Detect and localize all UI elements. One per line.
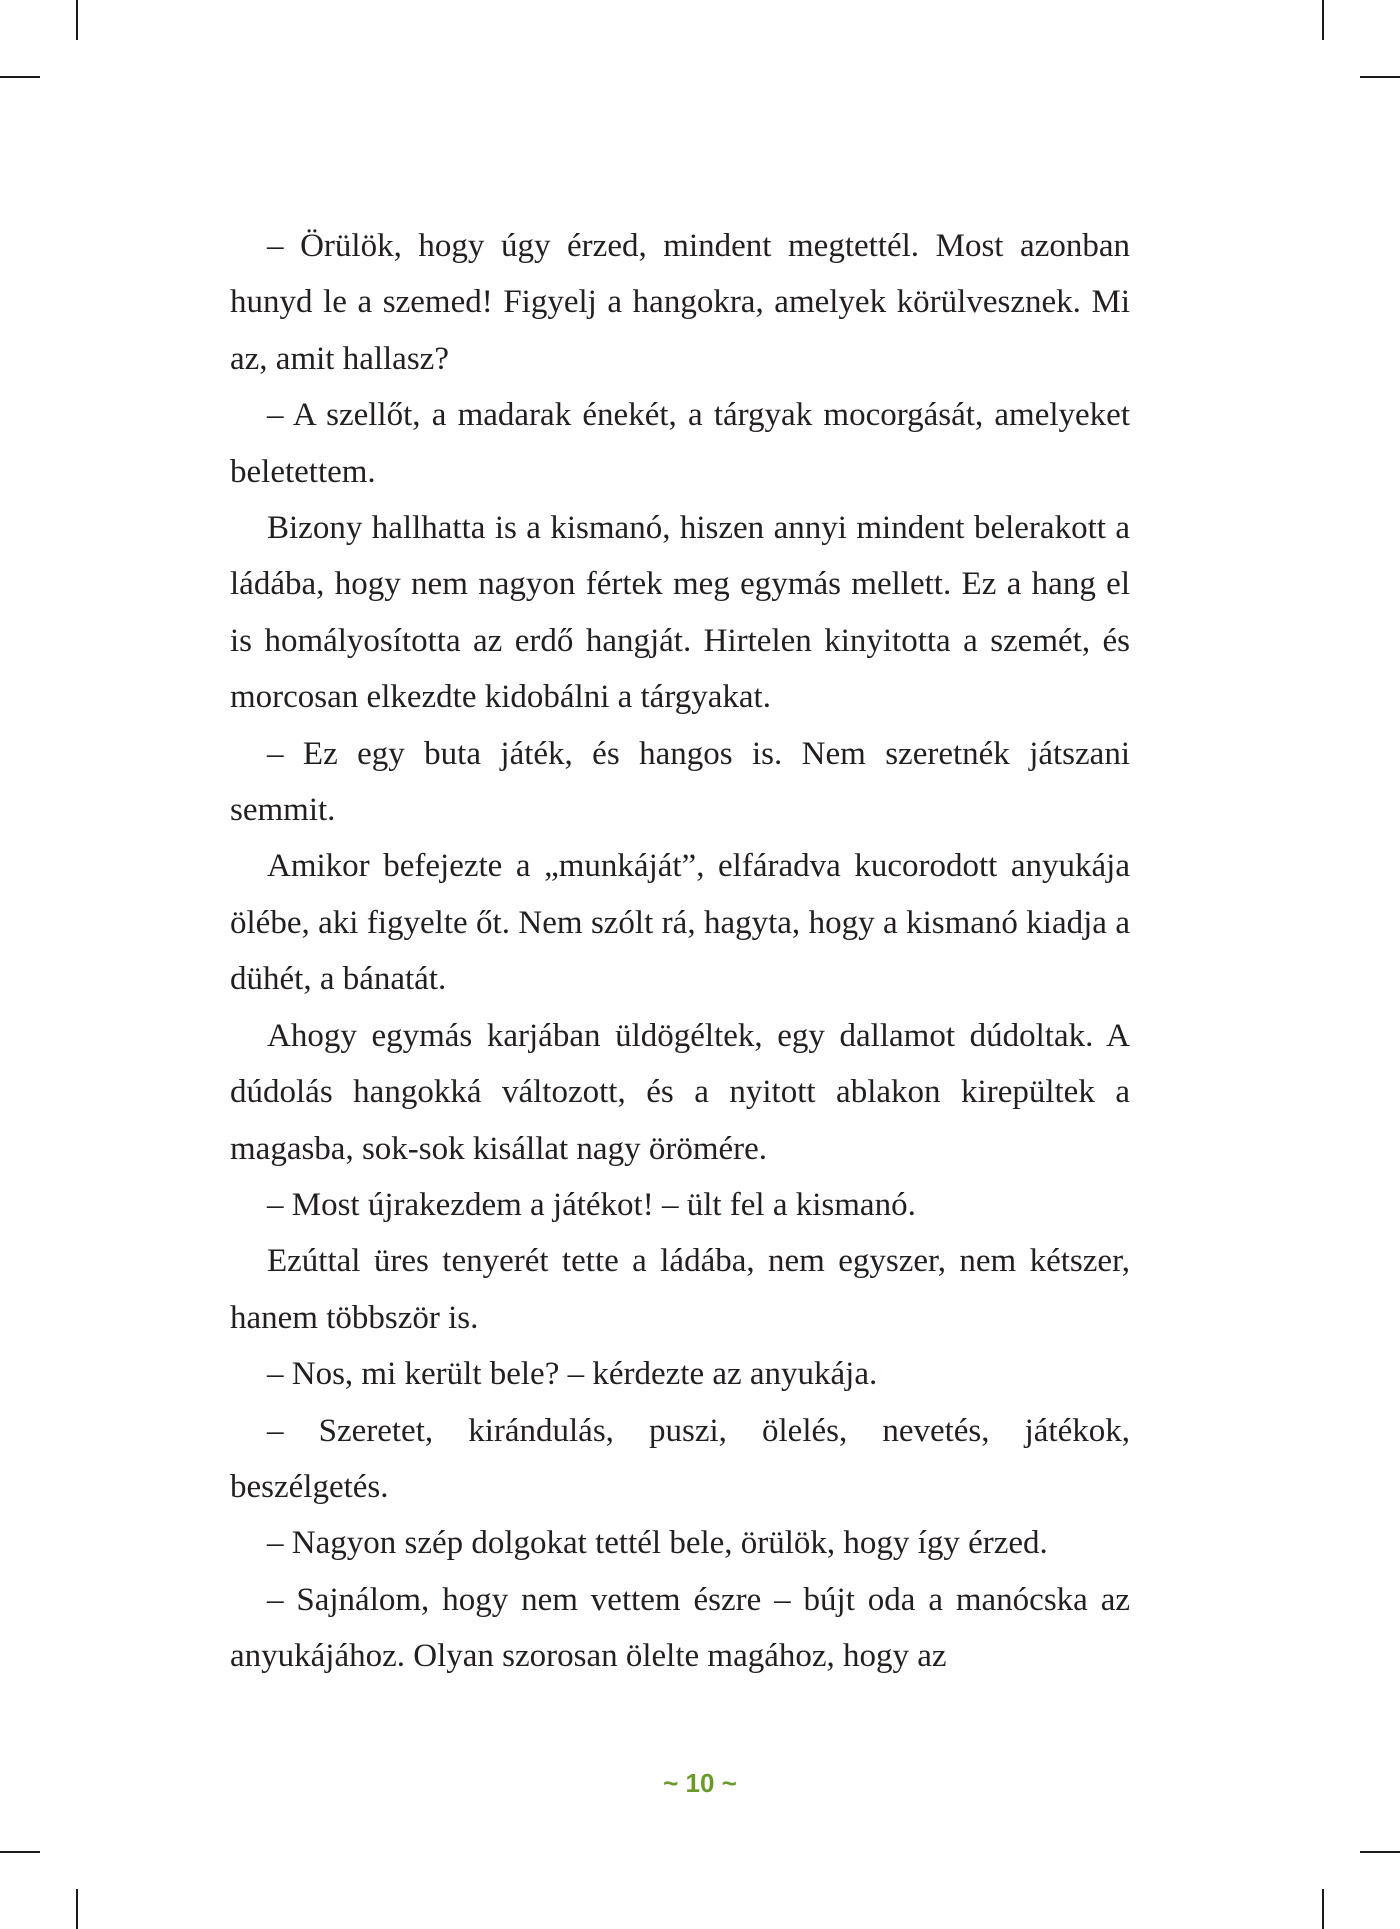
page-number: ~ 10 ~	[663, 1768, 737, 1798]
paragraph: – Örülök, hogy úgy érzed, mindent megtettél. Most azonban hunyd le a szemed! Figyelj a hangokra, amelyek körülvesznek. Mi az, amit hallasz?	[230, 228, 1130, 377]
paragraph: – Nagyon szép dolgokat tettél bele, örülök, hogy így érzed.	[267, 1525, 1048, 1562]
crop-mark-top-left-vertical	[76, 0, 78, 40]
paragraph: Ahogy egymás karjában üldögéltek, egy dallamot dúdoltak. A dúdolás hangokká változott, és a nyitott ablakon kirepültek a magasba, sok-sok kisállat nagy örömére.	[230, 1017, 1130, 1167]
paragraph: – Nos, mi került bele? – kérdezte az anyukája.	[267, 1356, 878, 1393]
crop-mark-bottom-left-vertical	[76, 1889, 78, 1929]
crop-mark-bottom-right-horizontal	[1360, 1851, 1400, 1853]
paragraph: Amikor befejezte a „munkáját”, elfáradva kucorodott anyukája ölébe, aki figyelte őt. Nem szólt rá, hagyta, hogy a kismanó kiadja a dühét, a bánatát.	[230, 848, 1130, 998]
crop-mark-top-right-horizontal	[1360, 76, 1400, 78]
crop-mark-top-right-vertical	[1322, 0, 1324, 40]
paragraph: – Ez egy buta játék, és hangos is. Nem szeretnék játszani semmit.	[230, 735, 1130, 829]
crop-mark-bottom-right-vertical	[1322, 1889, 1324, 1929]
paragraph: – Most újrakezdem a játékot! – ült fel a kismanó.	[267, 1186, 916, 1223]
paragraph: – Sajnálom, hogy nem vettem észre – bújt oda a manócska az anyukájához. Olyan szorosan ölelte magához, hogy az	[230, 1581, 1130, 1675]
crop-mark-bottom-left-horizontal	[0, 1851, 40, 1853]
body-text	[230, 218, 1130, 1685]
paragraph: – A szellőt, a madarak énekét, a tárgyak mocorgását, amelyeket beletettem.	[230, 397, 1130, 490]
paragraph: Bizony hallhatta is a kismanó, hiszen annyi mindent belerakott a ládába, hogy nem nagyon fértek meg egymás mellett. Ez a hang el is homályosította az erdő hangját. Hirtelen kinyitotta a szemét, és morcosan elkezdte kidobálni a tárgyakat.	[230, 510, 1130, 716]
crop-mark-top-left-horizontal	[0, 76, 40, 78]
paragraph: – Szeretet, kirándulás, puszi, ölelés, nevetés, játékok, beszélgetés.	[230, 1412, 1130, 1505]
paragraph: Ezúttal üres tenyerét tette a ládába, nem egyszer, nem kétszer, hanem többször is.	[230, 1243, 1130, 1336]
